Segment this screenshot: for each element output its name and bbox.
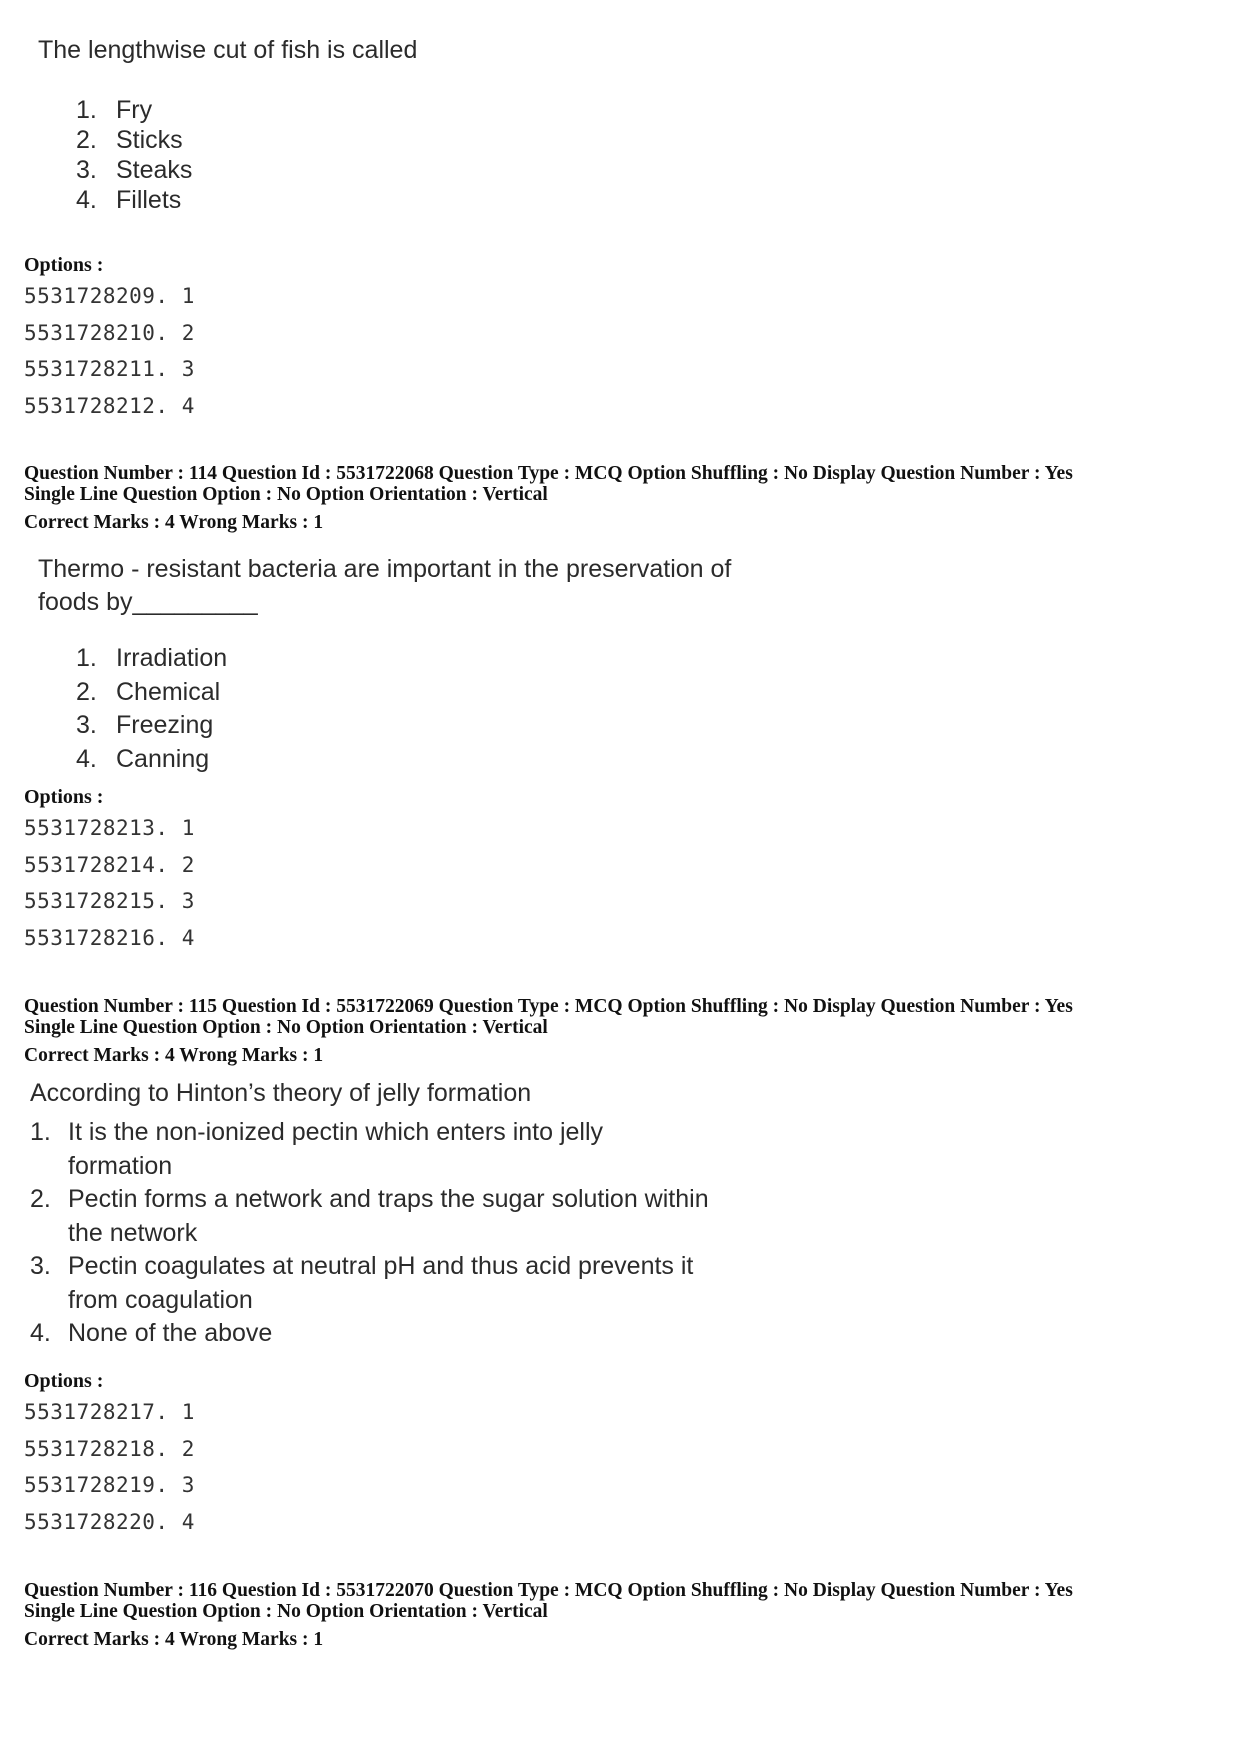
option-item: 5531728218. 2 <box>24 1436 195 1461</box>
options-list <box>24 1394 195 1540</box>
question-meta-line: Question Number : 115 Question Id : 5531722069 Question Type : MCQ Option Shuffling : No Display Question Number : Yes <box>24 996 1073 1017</box>
choice-number: 3. <box>30 1252 51 1280</box>
question-stem: The lengthwise cut of fish is called <box>38 36 418 64</box>
question-114-image <box>38 553 798 619</box>
choice-item <box>76 185 476 215</box>
choice-text: the network <box>68 1218 198 1247</box>
choice-item <box>30 1183 790 1250</box>
question-marks: Correct Marks : 4 Wrong Marks : 1 <box>24 512 324 533</box>
choice-number: 1. <box>76 644 97 672</box>
choice-text: Steaks <box>116 156 193 184</box>
options-label: Options : <box>24 1370 104 1392</box>
option-item: 5531728211. 3 <box>24 357 195 381</box>
question-stem: According to Hinton’s theory of jelly formation <box>30 1079 532 1107</box>
question-meta-line: Single Line Question Option : No Option Orientation : Vertical <box>24 484 548 505</box>
choice-item <box>76 642 476 676</box>
choice-text: Chemical <box>116 677 221 706</box>
option-item: 5531728214. 2 <box>24 852 195 877</box>
choice-number: 1. <box>76 96 97 124</box>
option-item: 5531728216. 4 <box>24 925 195 950</box>
choice-text: formation <box>68 1151 173 1180</box>
question-113-image <box>38 36 738 65</box>
question-marks: Correct Marks : 4 Wrong Marks : 1 <box>24 1045 324 1066</box>
choice-text-wrap <box>68 1250 693 1317</box>
choice-text: Fry <box>116 96 153 124</box>
choice-number: 3. <box>76 711 97 739</box>
choice-item <box>76 743 476 777</box>
choice-text: Pectin coagulates at neutral pH and thus acid prevents it <box>68 1252 694 1280</box>
options-label: Options : <box>24 254 104 276</box>
option-item: 5531728219. 3 <box>24 1473 195 1497</box>
choice-item <box>76 709 476 743</box>
option-item: 5531728212. 4 <box>24 393 195 418</box>
option-item: 5531728215. 3 <box>24 889 195 913</box>
choice-number: 2. <box>30 1185 51 1213</box>
option-item: 5531728213. 1 <box>24 816 195 840</box>
option-item: 5531728220. 4 <box>24 1509 195 1534</box>
choice-text: Pectin forms a network and traps the sugar solution within <box>68 1185 709 1213</box>
choice-text-wrap <box>68 1116 603 1183</box>
question-114-choices <box>76 642 476 776</box>
choice-number: 1. <box>30 1118 51 1146</box>
choice-text: Irradiation <box>116 644 228 672</box>
choice-item <box>30 1250 790 1317</box>
option-item: 5531728209. 1 <box>24 284 195 308</box>
choice-number: 2. <box>76 126 97 154</box>
option-item: 5531728210. 2 <box>24 320 195 345</box>
choice-item <box>76 125 476 155</box>
choice-number: 3. <box>76 156 97 184</box>
question-113-choices <box>76 95 476 215</box>
question-114-header <box>24 463 1073 533</box>
choice-number: 2. <box>76 677 97 706</box>
options-list <box>24 810 195 956</box>
question-meta-line: Question Number : 116 Question Id : 5531722070 Question Type : MCQ Option Shuffling : No Display Question Number : Yes <box>24 1580 1073 1601</box>
question-meta-line: Single Line Question Option : No Option Orientation : Vertical <box>24 1017 548 1038</box>
choice-number: 4. <box>76 744 97 773</box>
question-115-choices <box>30 1116 790 1351</box>
option-item: 5531728217. 1 <box>24 1400 195 1424</box>
question-stem: Thermo - resistant bacteria are important in the preservation of <box>38 555 732 583</box>
question-meta-line: Single Line Question Option : No Option Orientation : Vertical <box>24 1601 548 1622</box>
choice-text: Canning <box>116 744 210 773</box>
question-stem: foods by_________ <box>38 588 258 616</box>
choice-item <box>30 1116 790 1183</box>
choice-text: Fillets <box>116 186 182 214</box>
choice-text: None of the above <box>68 1319 273 1347</box>
choice-number: 4. <box>30 1319 51 1347</box>
choice-item <box>76 155 476 185</box>
options-list <box>24 278 195 424</box>
choice-item <box>76 95 476 125</box>
choice-item <box>30 1317 790 1351</box>
question-116-header <box>24 1580 1073 1650</box>
options-label: Options : <box>24 786 104 808</box>
choice-text: Freezing <box>116 711 214 739</box>
question-marks: Correct Marks : 4 Wrong Marks : 1 <box>24 1629 324 1650</box>
choice-text: Sticks <box>116 126 183 154</box>
choice-text: It is the non-ionized pectin which enters into jelly <box>68 1118 604 1146</box>
choice-item <box>76 676 476 710</box>
question-115-header <box>24 996 1073 1066</box>
question-meta-line: Question Number : 114 Question Id : 5531722068 Question Type : MCQ Option Shuffling : No Display Question Number : Yes <box>24 463 1073 484</box>
choice-number: 4. <box>76 186 97 214</box>
question-115-image <box>30 1076 790 1351</box>
choice-text: from coagulation <box>68 1285 253 1314</box>
choice-text-wrap <box>68 1183 709 1250</box>
